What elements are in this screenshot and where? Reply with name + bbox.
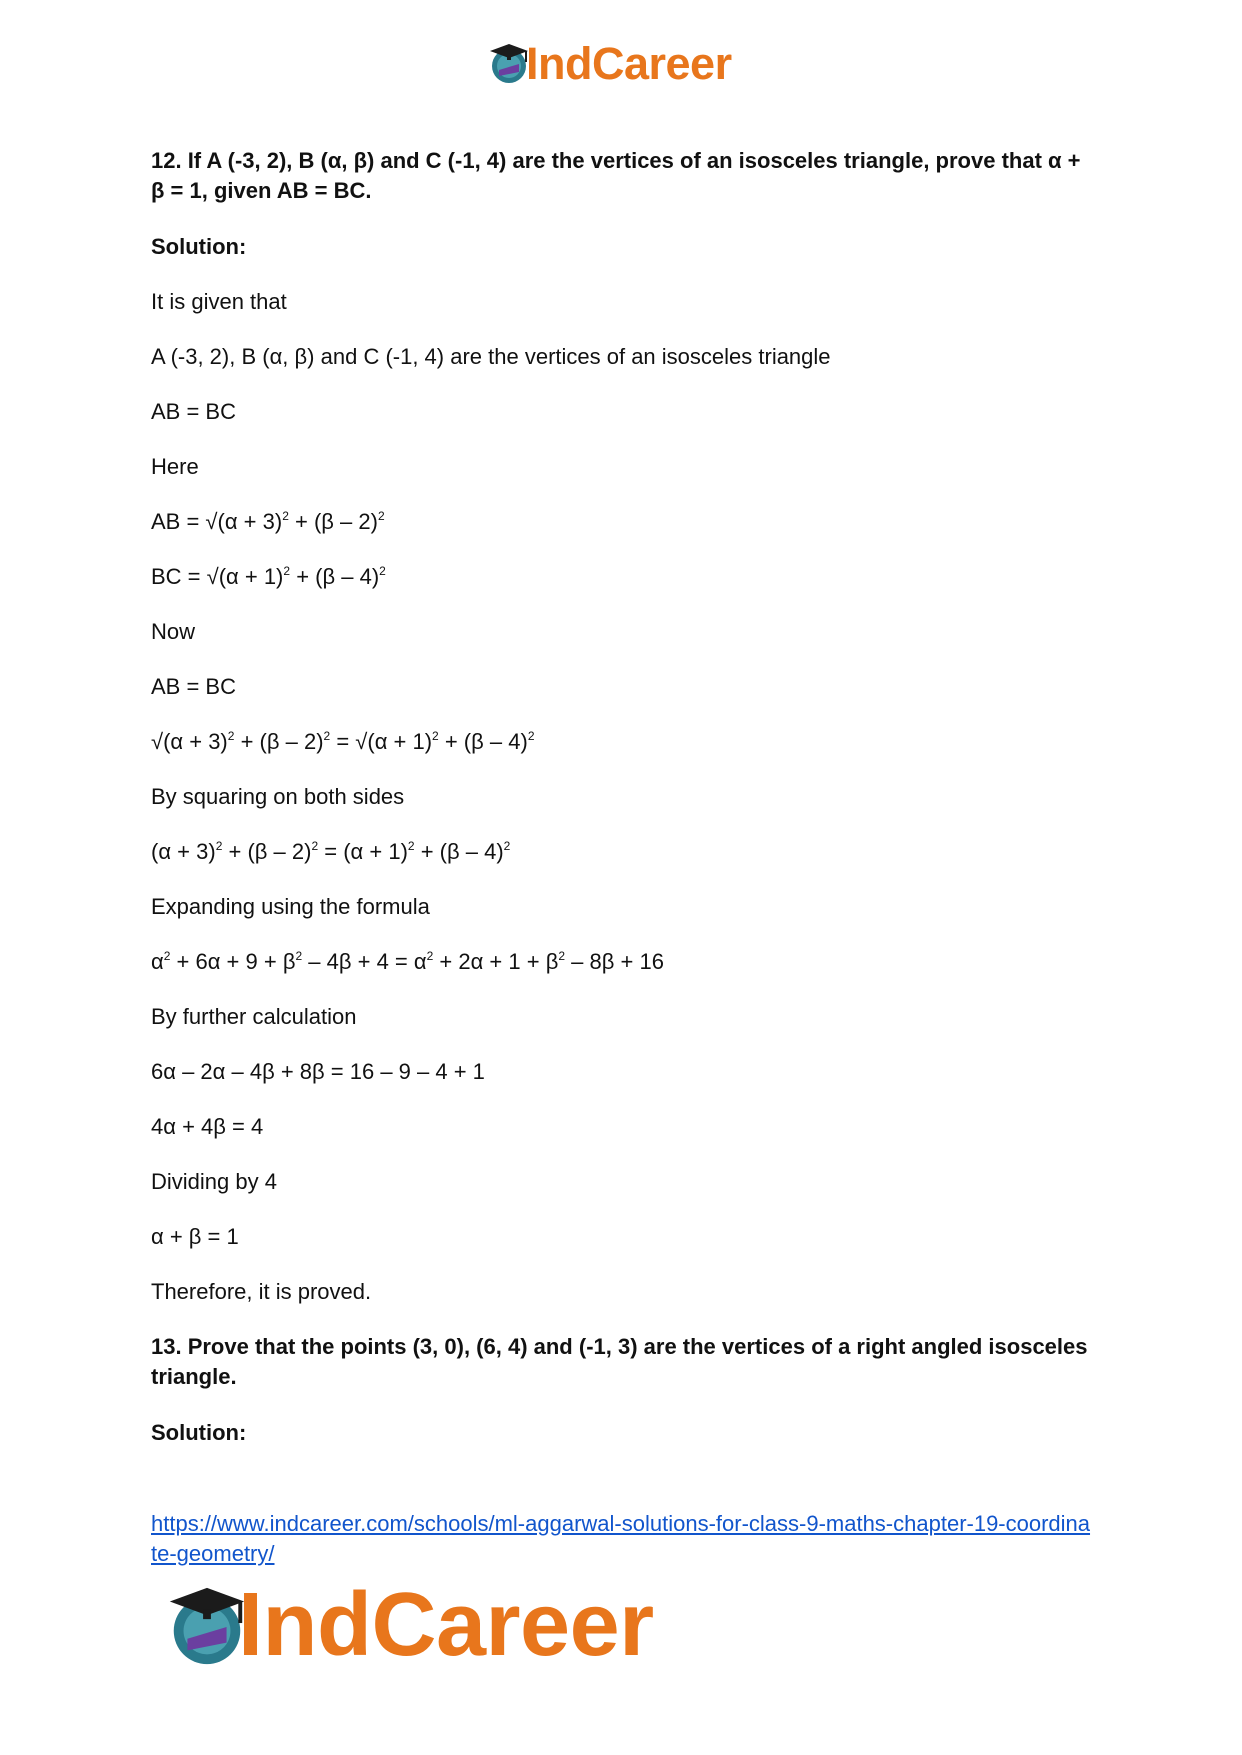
- solution-line: By further calculation: [151, 1004, 357, 1029]
- solution-line: AB = BC: [151, 674, 236, 699]
- solution-line: It is given that: [151, 289, 287, 314]
- solution-line: α + β = 1: [151, 1224, 239, 1249]
- solution-line: Expanding using the formula: [151, 894, 430, 919]
- logo-text: IndCareer: [238, 1575, 654, 1675]
- solution-line: 6α – 2α – 4β + 8β = 16 – 9 – 4 + 1: [151, 1059, 485, 1084]
- equation-squared: $(\alpha + 3)^2 + (\beta - 2)^2 = (\alpha + 1)^2 + (\beta - 4)^2$: [151, 839, 511, 864]
- question-12: 12. If A (-3, 2), B (α, β) and C (-1, 4) are the vertices of an isosceles triangle, prove that α + β = 1, given AB = BC.: [151, 148, 1081, 203]
- solution-line: Therefore, it is proved.: [151, 1279, 372, 1304]
- logo-text: IndCareer: [526, 37, 732, 89]
- equation-expanded: $\alpha^2 + 6\alpha + 9 + \beta^2 - 4\beta + 4 = \alpha^2 + 2\alpha + 1 + \beta^2 - 8\beta + 16$: [151, 949, 664, 974]
- equation-root: $√(\alpha + 3)^2 + (\beta - 2)^2 = √(\alpha + 1)^2 + (\beta - 4)^2$: [151, 729, 535, 754]
- solution-line: Here: [151, 454, 199, 479]
- equation-ab: AB = $√(\alpha + 3)^2 + (\beta - 2)^2$: [151, 509, 385, 534]
- solution-line: 4α + 4β = 4: [151, 1114, 264, 1139]
- solution-line: By squaring on both sides: [151, 784, 405, 809]
- solution-line: AB = BC: [151, 399, 236, 424]
- solution-label: Solution:: [151, 1420, 247, 1445]
- source-link[interactable]: https://www.indcareer.com/schools/ml-aggarwal-solutions-for-class-9-maths-chapter-19-coordinate-geometry/: [151, 1511, 1091, 1566]
- footer-logo: [162, 1575, 654, 1675]
- solution-line: A (-3, 2), B (α, β) and C (-1, 4) are the vertices of an isosceles triangle: [151, 344, 831, 369]
- solution-label: Solution:: [151, 234, 247, 259]
- question-13: 13. Prove that the points (3, 0), (6, 4) and (-1, 3) are the vertices of a right angled isosceles triangle.: [151, 1334, 1088, 1389]
- header-logo: [486, 37, 732, 89]
- equation-bc: BC = $√(\alpha + 1)^2 + (\beta - 4)^2$: [151, 564, 386, 589]
- solution-line: Dividing by 4: [151, 1169, 277, 1194]
- solution-line: Now: [151, 619, 196, 644]
